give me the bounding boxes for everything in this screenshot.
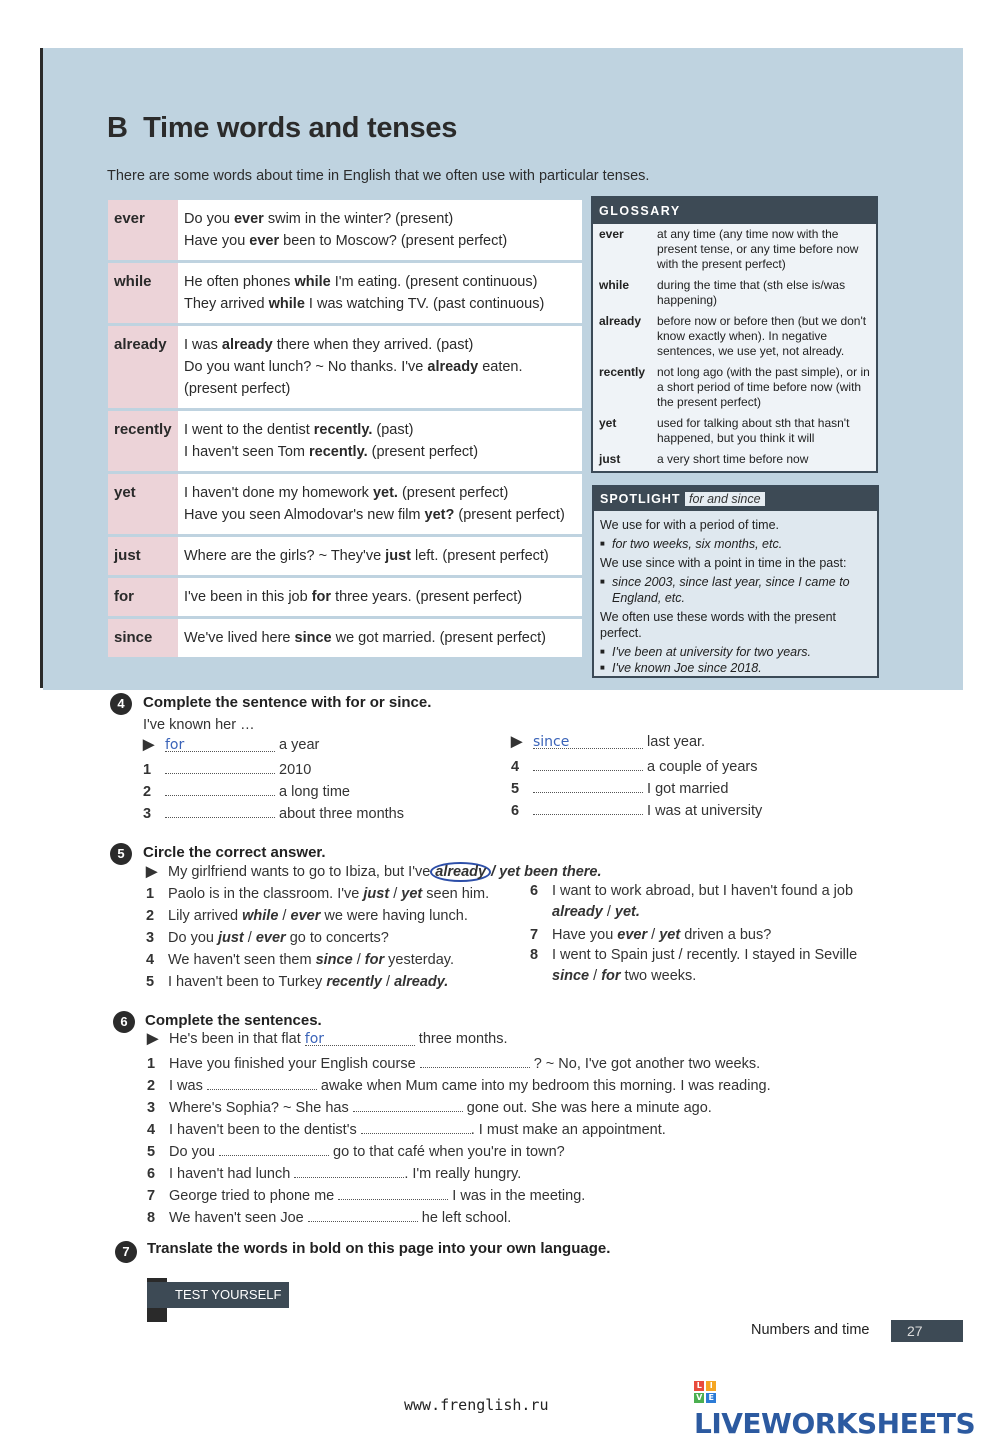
example-sentence: He often phones while I'm eating. (present continuous): [184, 274, 538, 290]
exercise-6-item: 3 Where's Sophia? ~ She has gone out. She was here a minute ago.: [147, 1097, 712, 1116]
exercise-4-item: [143, 803, 404, 822]
time-word-row: [108, 537, 582, 578]
time-word-row: [108, 263, 582, 326]
website-url: www.frenglish.ru: [404, 1396, 549, 1414]
exercise-4-item: [511, 734, 705, 750]
time-word: while: [108, 263, 178, 323]
exercise-6-item: ▶ He's been in that flat for three months.: [147, 1031, 508, 1047]
item-text: a couple of years: [647, 759, 758, 775]
glossary-entry: [593, 311, 876, 362]
example-sentence: Where are the girls? ~ They've just left. (present perfect): [184, 548, 549, 564]
item-text: about three months: [279, 806, 404, 822]
badge-letter: V: [694, 1393, 704, 1403]
time-word-examples: [178, 578, 582, 616]
answer-blank[interactable]: [308, 1207, 418, 1222]
exercise-4-item: [511, 800, 762, 819]
spotlight-bullet: ■ since 2003, since last year, since I came to England, etc.: [600, 574, 871, 606]
glossary-term: while: [599, 278, 630, 292]
time-word: for: [108, 578, 178, 616]
time-word-row: [108, 474, 582, 537]
exercise-5-item: 4 We haven't seen them since / for yesterday.: [146, 952, 454, 968]
spotlight-bullet: ■ I've known Joe since 2018.: [600, 660, 871, 676]
item-text: last year.: [647, 734, 706, 750]
spotlight-text: We use for with a period of time.: [600, 518, 780, 532]
answer-blank[interactable]: [533, 756, 643, 771]
option-one[interactable]: since: [315, 952, 353, 968]
item-number: 2: [143, 784, 152, 800]
exercise-4-item: [143, 737, 319, 753]
exercise-5-item: 2 Lily arrived while / ever we were having lunch.: [146, 908, 468, 924]
exercise-4-number: 4: [110, 693, 132, 715]
example-sentence: Do you want lunch? ~ No thanks. I've already eaten.: [184, 359, 523, 375]
glossary-term: just: [599, 452, 621, 466]
spotlight-heading: SPOTLIGHT for and since: [594, 487, 877, 511]
time-word-examples: [178, 537, 582, 575]
badge-letter: E: [706, 1393, 716, 1403]
time-word-examples: [178, 411, 582, 471]
option-one[interactable]: ever: [617, 927, 648, 943]
exercise-5-item: 8 I went to Spain just / recently. I stayed in Seville since / for two weeks.: [530, 947, 858, 984]
glossary-definition: a very short time before now: [657, 452, 809, 466]
example-sentence: Have you seen Almodovar's new film yet? (present perfect): [184, 507, 565, 523]
time-word: already: [108, 326, 178, 408]
answer-blank[interactable]: [353, 1097, 463, 1112]
time-word: ever: [108, 200, 178, 260]
time-word: recently: [108, 411, 178, 471]
exercise-6-number: 6: [113, 1011, 135, 1033]
item-text: I was at university: [647, 803, 763, 819]
option-one[interactable]: just: [217, 930, 244, 946]
glossary-term: ever: [599, 227, 624, 241]
section-intro: There are some words about time in English that we often use with particular tenses.: [107, 168, 650, 184]
glossary-heading: GLOSSARY: [593, 198, 876, 224]
page-number: 27: [891, 1320, 963, 1342]
time-word: since: [108, 619, 178, 657]
exercise-4-title: Complete the sentence with for or since.: [143, 694, 432, 711]
answer-blank[interactable]: [165, 803, 275, 818]
section-title: B Time words and tenses: [107, 112, 458, 144]
exercise-7-title: Translate the words in bold on this page into your own language.: [147, 1240, 611, 1257]
exercise-4-item: [143, 759, 311, 778]
badge-letter: L: [694, 1381, 704, 1391]
glossary-definition: not long ago (with the past simple), or in a short period of time before now (with the present perfect): [657, 365, 870, 409]
answer-blank[interactable]: for: [165, 737, 275, 752]
option-one[interactable]: since: [552, 968, 590, 984]
exercise-5-item: 6 I want to work abroad, but I haven't found a job already / yet.: [530, 883, 854, 920]
example-sentence: I've been in this job for three years. (present perfect): [184, 589, 523, 605]
glossary-entry: [593, 275, 876, 311]
time-word-examples: [178, 263, 582, 323]
option-one[interactable]: while: [242, 908, 279, 924]
item-number: 6: [511, 803, 520, 819]
circled-answer[interactable]: already: [430, 862, 491, 882]
glossary-definition: before now or before then (but we don't know exactly when). In negative sentences, we use yet, not already.: [657, 314, 867, 358]
exercise-4-stem: I've known her …: [143, 717, 255, 733]
exercise-5-number: 5: [110, 843, 132, 865]
time-word-row: [108, 326, 582, 411]
exercise-5-item: 1 Paolo is in the classroom. I've just / yet seen him.: [146, 886, 490, 902]
glossary-definition: at any time (any time now with the present tense, or any time before now with the present perfect): [657, 227, 859, 271]
option-two[interactable]: ever: [255, 930, 286, 946]
exercise-6-item: 8 We haven't seen Joe he left school.: [147, 1207, 511, 1226]
answer-blank[interactable]: [294, 1163, 404, 1178]
chapter-title: Numbers and time: [751, 1322, 870, 1338]
answer-blank[interactable]: [338, 1185, 448, 1200]
example-sentence: Have you ever been to Moscow? (present perfect): [184, 233, 508, 249]
time-word-row: [108, 619, 582, 660]
example-sentence: I haven't done my homework yet. (present perfect): [184, 485, 509, 501]
exercise-6-title: Complete the sentences.: [145, 1012, 322, 1029]
exercise-4-item: [511, 778, 728, 797]
item-number: 3: [143, 806, 152, 822]
liveworksheets-badge-icon: [694, 1381, 716, 1403]
exercise-4-item: [143, 781, 350, 800]
option-two[interactable]: for: [364, 952, 385, 968]
option-two[interactable]: for: [601, 968, 621, 984]
example-sentence: They arrived while I was watching TV. (past continuous): [184, 296, 545, 312]
item-number: 1: [143, 762, 152, 778]
option-two[interactable]: yet: [401, 886, 423, 902]
time-word: yet: [108, 474, 178, 534]
option-one[interactable]: just: [363, 886, 390, 902]
exercise-5-title: Circle the correct answer.: [143, 844, 326, 861]
spotlight-bullet: ■ I've been at university for two years.: [600, 644, 871, 660]
glossary-entry: [593, 362, 876, 413]
exercise-6-item: 2 I was awake when Mum came into my bedroom this morning. I was reading.: [147, 1075, 771, 1094]
glossary-definition: used for talking about sth that hasn't happened, but you think it will: [657, 416, 850, 445]
time-word-examples: [178, 474, 582, 534]
answer-blank[interactable]: [207, 1075, 317, 1090]
option-two[interactable]: already.: [394, 974, 449, 990]
glossary-definition: during the time that (sth else is/was happening): [657, 278, 846, 307]
answer-blank[interactable]: [165, 759, 275, 774]
example-sentence: We've lived here since we got married. (present perfect): [184, 630, 546, 646]
item-text: 2010: [279, 762, 312, 778]
spotlight-box: [592, 485, 879, 678]
answer-blank[interactable]: [533, 800, 643, 815]
spotlight-text: We use since with a point in time in the past:: [600, 556, 847, 570]
exercise-5-item: 3 Do you just / ever go to concerts?: [146, 930, 389, 946]
exercise-6-item: 5 Do you go to that café when you're in town?: [147, 1141, 565, 1160]
spotlight-bullet: ■ for two weeks, six months, etc.: [600, 536, 871, 552]
answer-blank[interactable]: [361, 1119, 471, 1134]
exercise-5-item: 7 Have you ever / yet driven a bus?: [530, 927, 772, 943]
option-two[interactable]: yet: [659, 927, 681, 943]
option-one[interactable]: recently: [326, 974, 382, 990]
glossary-box: [591, 196, 878, 473]
item-number: 5: [511, 781, 520, 797]
time-words-table: [108, 200, 582, 660]
item-text: I got married: [647, 781, 729, 797]
spotlight-text: We often use these words with the present perfect.: [600, 610, 837, 640]
exercise-6-item: 4 I haven't been to the dentist's . I must make an appointment.: [147, 1119, 666, 1138]
example-sentence: I was already there when they arrived. (past): [184, 337, 474, 353]
time-word-examples: [178, 619, 582, 657]
liveworksheets-logo[interactable]: L I V E LIVEWORKSHEETS: [694, 1381, 976, 1440]
item-text: a long time: [279, 784, 350, 800]
time-word-examples: [178, 326, 582, 408]
glossary-term: yet: [599, 416, 617, 430]
glossary-term: recently: [599, 365, 646, 379]
item-text: a year: [279, 737, 320, 753]
answer-blank[interactable]: [533, 778, 643, 793]
example-sentence: (present perfect): [184, 381, 291, 397]
glossary-entry: [593, 449, 876, 470]
exercise-7-number: 7: [115, 1241, 137, 1263]
time-word-row: [108, 578, 582, 619]
item-number: ▶: [143, 737, 155, 753]
exercise-6-item: 6 I haven't had lunch . I'm really hungry.: [147, 1163, 521, 1182]
exercise-5-item: 5 I haven't been to Turkey recently / already.: [146, 974, 449, 990]
answer-blank[interactable]: for: [305, 1031, 415, 1046]
exercise-6-item: 7 George tried to phone me I was in the meeting.: [147, 1185, 585, 1204]
time-word-row: [108, 200, 582, 263]
option-two[interactable]: ever: [290, 908, 321, 924]
example-sentence: I went to the dentist recently. (past): [184, 422, 414, 438]
test-yourself-button[interactable]: TEST YOURSELF: [147, 1282, 289, 1308]
answer-blank[interactable]: [420, 1053, 530, 1068]
glossary-entry: [593, 224, 876, 275]
example-sentence: I haven't seen Tom recently. (present perfect): [184, 444, 479, 460]
option-one[interactable]: already: [552, 904, 603, 920]
answer-blank[interactable]: [219, 1141, 329, 1156]
exercise-5-example: ▶ My girlfriend wants to go to Ibiza, but I've already / yet been there.: [146, 864, 602, 880]
glossary-entry: [593, 413, 876, 449]
item-number: ▶: [511, 734, 523, 750]
time-word-examples: [178, 200, 582, 260]
example-sentence: Do you ever swim in the winter? (present): [184, 211, 454, 227]
badge-letter: I: [706, 1381, 716, 1391]
answer-blank[interactable]: since: [533, 734, 643, 749]
option-two[interactable]: yet.: [614, 904, 640, 920]
answer-blank[interactable]: [165, 781, 275, 796]
exercise-4-item: [511, 756, 757, 775]
time-word: just: [108, 537, 178, 575]
glossary-term: already: [599, 314, 642, 328]
time-word-row: [108, 411, 582, 474]
item-number: 4: [511, 759, 520, 775]
exercise-6-item: 1 Have you finished your English course ? ~ No, I've got another two weeks.: [147, 1053, 760, 1072]
